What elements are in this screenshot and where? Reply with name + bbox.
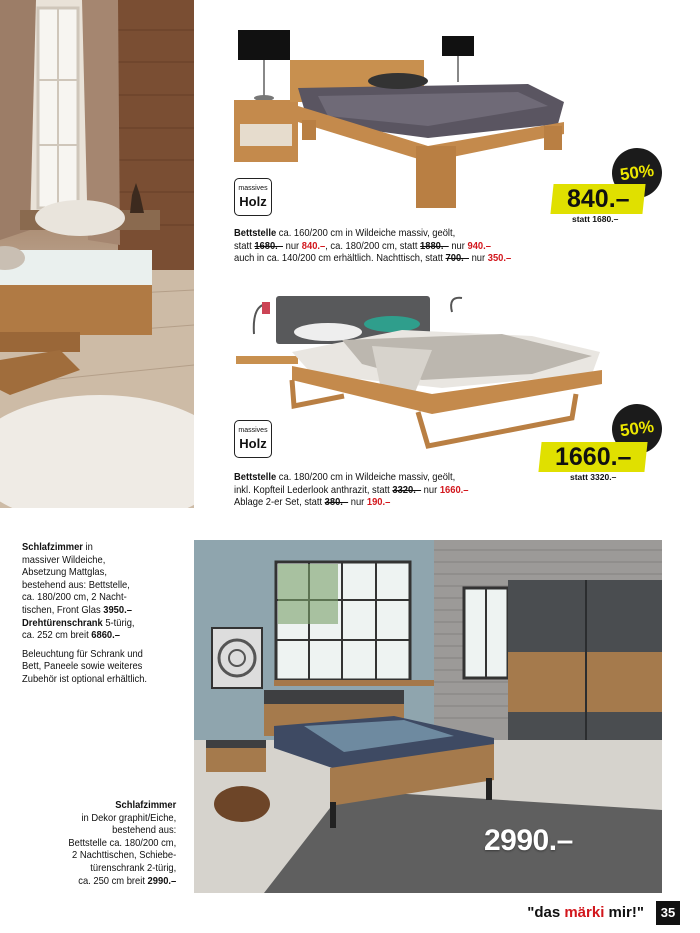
old-price-label: statt 3320.– [570, 472, 617, 482]
page-footer [450, 901, 680, 925]
price-tag: 840.– [550, 184, 645, 214]
page-number: 35 [656, 901, 680, 925]
product-title: Bettstelle [234, 228, 277, 239]
schlafzimmer-1-description: Schlafzimmer in massiver Wildeiche, Absetzung Mattglas, bestehend aus: Bettstelle, ca. 180/200 cm, 2 Nacht- tischen, Front Glas 3950.– Drehtürenschrank 5-türig, ca. 252 cm breit 6860.– Beleuchtung für Schrank und Bett, Paneele sowie weiteres Zubehör ist optional erhältlich. [22, 542, 148, 685]
discount-badge: 50% [609, 401, 665, 457]
product-title: Bettstelle [234, 472, 277, 483]
bed-2-image [232, 290, 604, 450]
schlafzimmer-1-title: Schlafzimmer [22, 542, 83, 553]
slogan: "das märki mir!" [527, 904, 644, 921]
product-description: Bettstelle ca. 180/200 cm in Wildeiche massiv, geölt, inkl. Kopfteil Lederlook anthrazit, statt 3320.– nur 1660.– Ablage 2-er Set, statt 380.– nur 190.– [234, 472, 469, 509]
product-description: Bettstelle ca. 160/200 cm in Wildeiche massiv, geölt, statt 1680.– nur 840.–, ca. 180/200 cm, statt 1880.– nur 940.– auch in ca. 140/200 cm erhältlich. Nachttisch, statt 700.– nur 350.– [234, 228, 512, 265]
schlafzimmer-2-title: Schlafzimmer [115, 800, 176, 811]
price-tag: 1660.– [538, 442, 647, 472]
massives-holz-logo: massives Holz [234, 178, 272, 216]
old-price-label: statt 1680.– [572, 214, 619, 224]
bedroom-set-price: 2990.– [484, 824, 573, 857]
massives-holz-logo: massives Holz [234, 420, 272, 458]
bedroom-window-photo [0, 0, 194, 508]
brand-name: märki [564, 904, 605, 921]
bedroom-set-photo [194, 540, 662, 893]
schlafzimmer-2-description: Schlafzimmer in Dekor graphit/Eiche, bestehend aus: Bettstelle ca. 180/200 cm, 2 Nachttischen, Schiebe- türenschrank 2-türig, ca. 250 cm breit 2990.– [68, 800, 176, 887]
discount-badge: 50% [609, 145, 665, 201]
bed-1-image [228, 26, 588, 216]
